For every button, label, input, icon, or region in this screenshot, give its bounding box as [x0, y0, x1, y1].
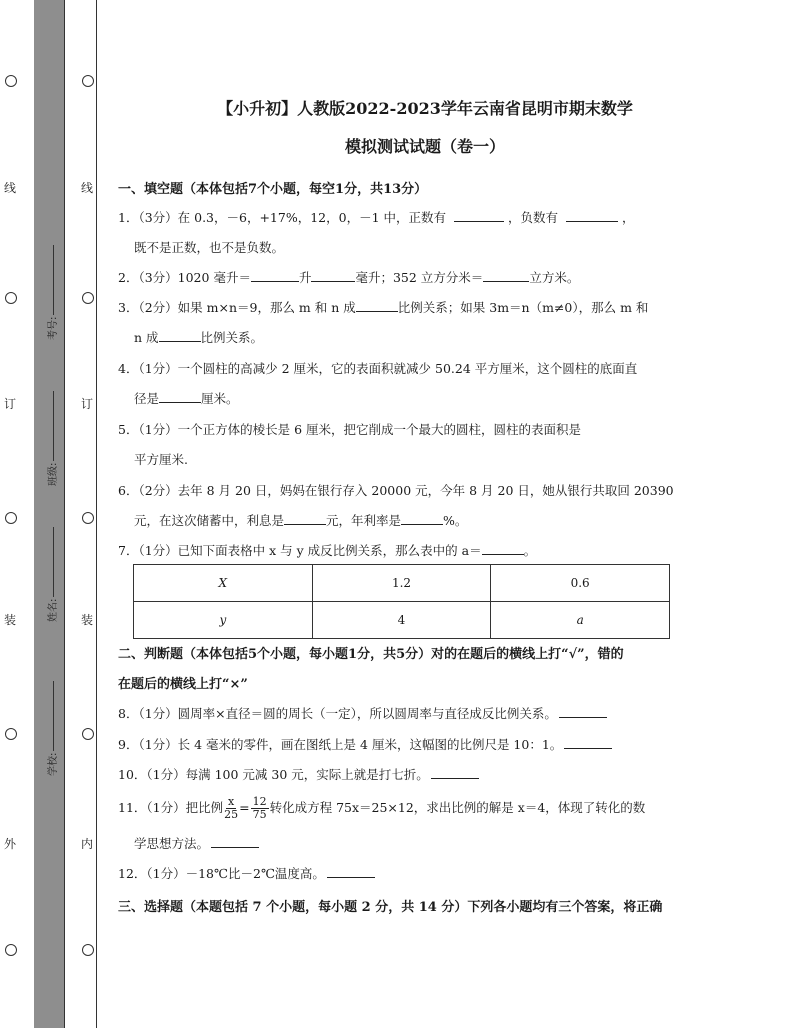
question-1 [118, 208, 635, 226]
answer-blank [356, 299, 398, 312]
table-cell: a [491, 602, 670, 639]
class-label: 班级: [48, 462, 59, 486]
binding-hole [82, 728, 94, 740]
question-5: 5．（1分）一个正方体的棱长是 6 厘米，把它削成一个最大的圆柱，圆柱的表面积是 [118, 422, 582, 437]
binding-hole [5, 75, 17, 87]
question-4-text: 径是 [134, 391, 160, 406]
question-2-text: 立方米。 [529, 270, 580, 285]
question-1-text: 1．（3分）在 0.3，－6，+17%，12，0，－1 中，正数有 [118, 210, 447, 225]
margin-char-wai: 外 [4, 837, 17, 851]
margin-char-zhuang-inner: 装 [81, 613, 94, 627]
question-6: 6．（2分）去年 8 月 20 日，妈妈在银行存入 20000 元，今年 8 月 20 日，她从银行共取回 20390 [118, 483, 674, 498]
school-label: 学校: [48, 752, 59, 776]
question-9 [118, 735, 612, 753]
question-6-text: 元，年利率是 [326, 513, 402, 528]
question-3-text: 比例关系。 [200, 330, 264, 345]
question-3-cont [134, 328, 263, 346]
page-subtitle: 模拟测试试题（卷一） [344, 137, 505, 156]
equals-sign: = [239, 800, 250, 815]
question-3-text: 3．（2分）如果 m×n＝9，那么 m 和 n 成 [118, 300, 356, 315]
question-1-cont: 既不是正数，也不是负数。 [134, 240, 285, 255]
fraction-numerator: x [228, 795, 235, 808]
question-2 [118, 268, 579, 286]
answer-blank [566, 209, 618, 222]
section-heading-fill-blank: 一、填空题（本体包括7个小题，每空1分，共13分） [118, 182, 428, 197]
fraction [224, 796, 238, 821]
exam-number-field [44, 245, 59, 340]
question-7 [118, 541, 536, 559]
table-cell: 0.6 [491, 565, 670, 602]
answer-blank [159, 390, 201, 403]
table-row [134, 602, 670, 639]
binding-hole [82, 75, 94, 87]
question-4-cont [134, 389, 239, 407]
answer-blank [559, 705, 607, 718]
table-row [134, 565, 670, 602]
question-4: 4．（1分）一个圆柱的高减少 2 厘米，它的表面积就减少 50.24 平方厘米，这个圆柱的底面直 [118, 361, 638, 376]
table-cell: 4 [312, 602, 491, 639]
fraction [251, 796, 269, 821]
question-11 [118, 796, 645, 821]
question-3-text: n 成 [134, 330, 159, 345]
fraction-denominator: 75 [252, 808, 267, 821]
fraction-numerator: 12 [252, 795, 267, 808]
margin-char-xian: 线 [4, 181, 17, 195]
question-3 [118, 298, 648, 316]
question-11-text: 转化成方程 75x＝25×12，求出比例的解是 x＝4，体现了转化的数 [269, 800, 646, 815]
question-1-text: ，负数有 [508, 210, 559, 225]
question-4-text: 厘米。 [201, 391, 239, 406]
name-field [44, 527, 59, 622]
question-8-text: 8．（1分）圆周率×直径＝圆的周长（一定），所以圆周率与直径成反比例关系。 [118, 706, 557, 721]
binding-hole [82, 944, 94, 956]
question-6-cont [134, 511, 467, 529]
question-7-text: 7．（1分）已知下面表格中 x 与 y 成反比例关系，那么表中的 a＝ [118, 543, 482, 558]
table-cell: y [134, 602, 313, 639]
question-12 [118, 864, 375, 882]
section-heading-multiple-choice: 三、选择题（本题包括 7 个小题，每小题 2 分，共 14 分）下列各小题均有三个答案，将正确 [118, 900, 663, 915]
question-2-text: 毫升；352 立方分米＝ [355, 270, 484, 285]
table-cell: X [134, 565, 313, 602]
question-10 [118, 765, 479, 783]
answer-blank [311, 269, 355, 282]
fraction-denominator: 25 [224, 808, 239, 821]
binding-hole [5, 292, 17, 304]
question-11-text: 学思想方法。 [134, 836, 210, 851]
answer-blank [482, 542, 524, 555]
answer-blank [251, 269, 299, 282]
page-title: 【小升初】人教版2022-2023学年云南省昆明市期末数学 [217, 99, 633, 118]
binding-hole [82, 512, 94, 524]
binding-hole [5, 728, 17, 740]
question-6-text: %。 [443, 513, 468, 528]
margin-char-xian-inner: 线 [81, 181, 94, 195]
answer-blank [327, 865, 375, 878]
exam-number-label: 考号: [48, 316, 59, 340]
name-label: 姓名: [48, 598, 59, 622]
question-3-text: 比例关系；如果 3m＝n（m≠0），那么 m 和 [397, 300, 649, 315]
question-1-text: ， [622, 210, 635, 225]
class-field [44, 391, 59, 486]
answer-blank [454, 209, 504, 222]
question-7-text: 。 [523, 543, 537, 558]
answer-blank [431, 766, 479, 779]
answer-blank [401, 512, 443, 525]
margin-char-ding-inner: 订 [81, 397, 94, 411]
question-9-text: 9．（1分）长 4 毫米的零件，画在图纸上是 4 厘米，这幅图的比例尺是 10：1。 [118, 737, 563, 752]
answer-blank [159, 329, 201, 342]
question-10-text: 10．（1分）每满 100 元减 30 元，实际上就是打七折。 [118, 767, 429, 782]
question-2-text: 升 [298, 270, 312, 285]
margin-char-ding: 订 [4, 397, 17, 411]
margin-char-nei-inner: 内 [81, 837, 94, 851]
question-11-cont [134, 834, 259, 852]
answer-blank [483, 269, 529, 282]
answer-blank [564, 736, 612, 749]
section-heading-true-false-cont: 在题后的横线上打“×” [118, 677, 248, 692]
question-8 [118, 704, 607, 722]
margin-char-zhuang: 装 [4, 613, 17, 627]
binding-hole [5, 944, 17, 956]
question-2-text: 2．（3分）1020 毫升＝ [118, 270, 251, 285]
xy-table [133, 564, 670, 639]
table-cell: 1.2 [312, 565, 491, 602]
binding-hole [82, 292, 94, 304]
answer-blank [211, 835, 259, 848]
section-heading-true-false: 二、判断题（本体包括5个小题，每小题1分，共5分）对的在题后的横线上打“√”，错的 [118, 647, 624, 662]
binding-hole [5, 512, 17, 524]
margin-rule-right [64, 0, 65, 1028]
question-12-text: 12．（1分）－18℃比－2℃温度高。 [118, 866, 325, 881]
question-11-text: 11．（1分）把比例 [118, 800, 224, 815]
question-6-text: 元，在这次储蓄中，利息是 [134, 513, 285, 528]
margin-rule-inner [96, 0, 97, 1028]
school-field [44, 681, 59, 776]
margin-gray-strip [34, 0, 64, 1028]
question-5-cont: 平方厘米. [134, 452, 188, 467]
answer-blank [284, 512, 326, 525]
